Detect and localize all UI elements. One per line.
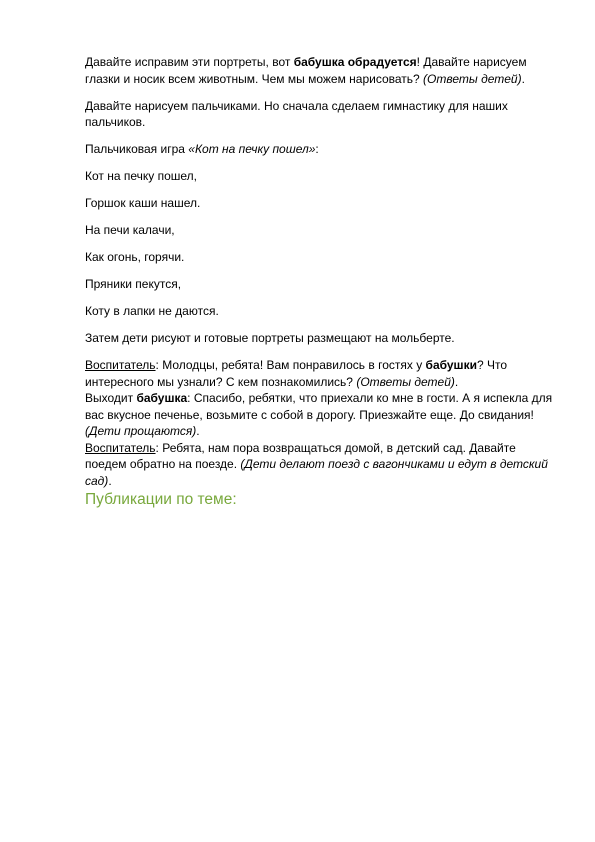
italic-remark: (Дети делают поезд с вагончиками и едут в детский сад): [85, 457, 548, 488]
text-run: :: [315, 142, 319, 156]
dialog-grandmother: [85, 390, 555, 440]
text-run: : Молодцы, ребята! Вам понравилось в гостях у: [155, 358, 426, 372]
paragraph-finger-game: [85, 141, 555, 158]
text-run: .: [196, 424, 200, 438]
text-run: Пальчиковая игра: [85, 142, 189, 156]
paragraph-intro: [85, 54, 555, 87]
text-run: ? Что интересного мы узнали? С кем познакомились?: [85, 358, 507, 389]
bold-text: бабушки: [425, 358, 477, 372]
text-run: : Ребята, нам пора возвращаться домой, в детский сад. Давайте поедем обратно на поезде.: [85, 440, 516, 471]
poem-line: Пряники пекутся,: [85, 277, 182, 291]
poem-line: Горшок каши нашел.: [85, 196, 201, 210]
dialog-teacher-1: [85, 357, 555, 390]
bold-text: бабушка обрадуется: [293, 55, 417, 69]
publications-heading: Публикации по теме:: [85, 491, 237, 508]
italic-remark: (Ответы детей): [423, 71, 522, 86]
speaker-label: Воспитатель: [85, 358, 156, 372]
dialog-teacher-2: [85, 440, 555, 490]
paragraph-portraits: Затем дети рисуют и готовые портреты размещают на мольберте.: [85, 331, 455, 345]
speaker-label: Воспитатель: [85, 440, 156, 455]
italic-remark: (Ответы детей): [356, 374, 455, 389]
italic-game-title: «Кот на печку пошел»: [188, 142, 316, 156]
text-run: : Спасибо, ребятки, что приехали ко мне в гости. А я испекла для вас вкусное печенье, возьмите с собой в дорогу. Приезжайте еще. До свидания!: [85, 391, 553, 422]
italic-remark: (Дети прощаются): [85, 424, 197, 438]
text-run: .: [108, 473, 112, 488]
poem-line: Как огонь, горячи.: [85, 250, 185, 264]
poem-line: Кот на печку пошел,: [85, 169, 198, 183]
text-run: .: [521, 71, 525, 86]
text-run: .: [454, 374, 459, 389]
poem-line: Коту в лапки не даются.: [85, 304, 219, 318]
bold-text: бабушка: [136, 391, 188, 405]
document-body: [85, 54, 555, 510]
paragraph-finger-painting: Давайте нарисуем пальчиками. Но сначала сделаем гимнастику для наших пальчиков.: [85, 98, 508, 129]
poem-line: На печи калачи,: [85, 223, 175, 237]
text-run: Давайте исправим эти портреты, вот: [85, 55, 294, 69]
text-run: Выходит: [85, 391, 137, 405]
text-run: ! Давайте нарисуем глазки и носик всем животным. Чем мы можем нарисовать?: [85, 55, 527, 86]
